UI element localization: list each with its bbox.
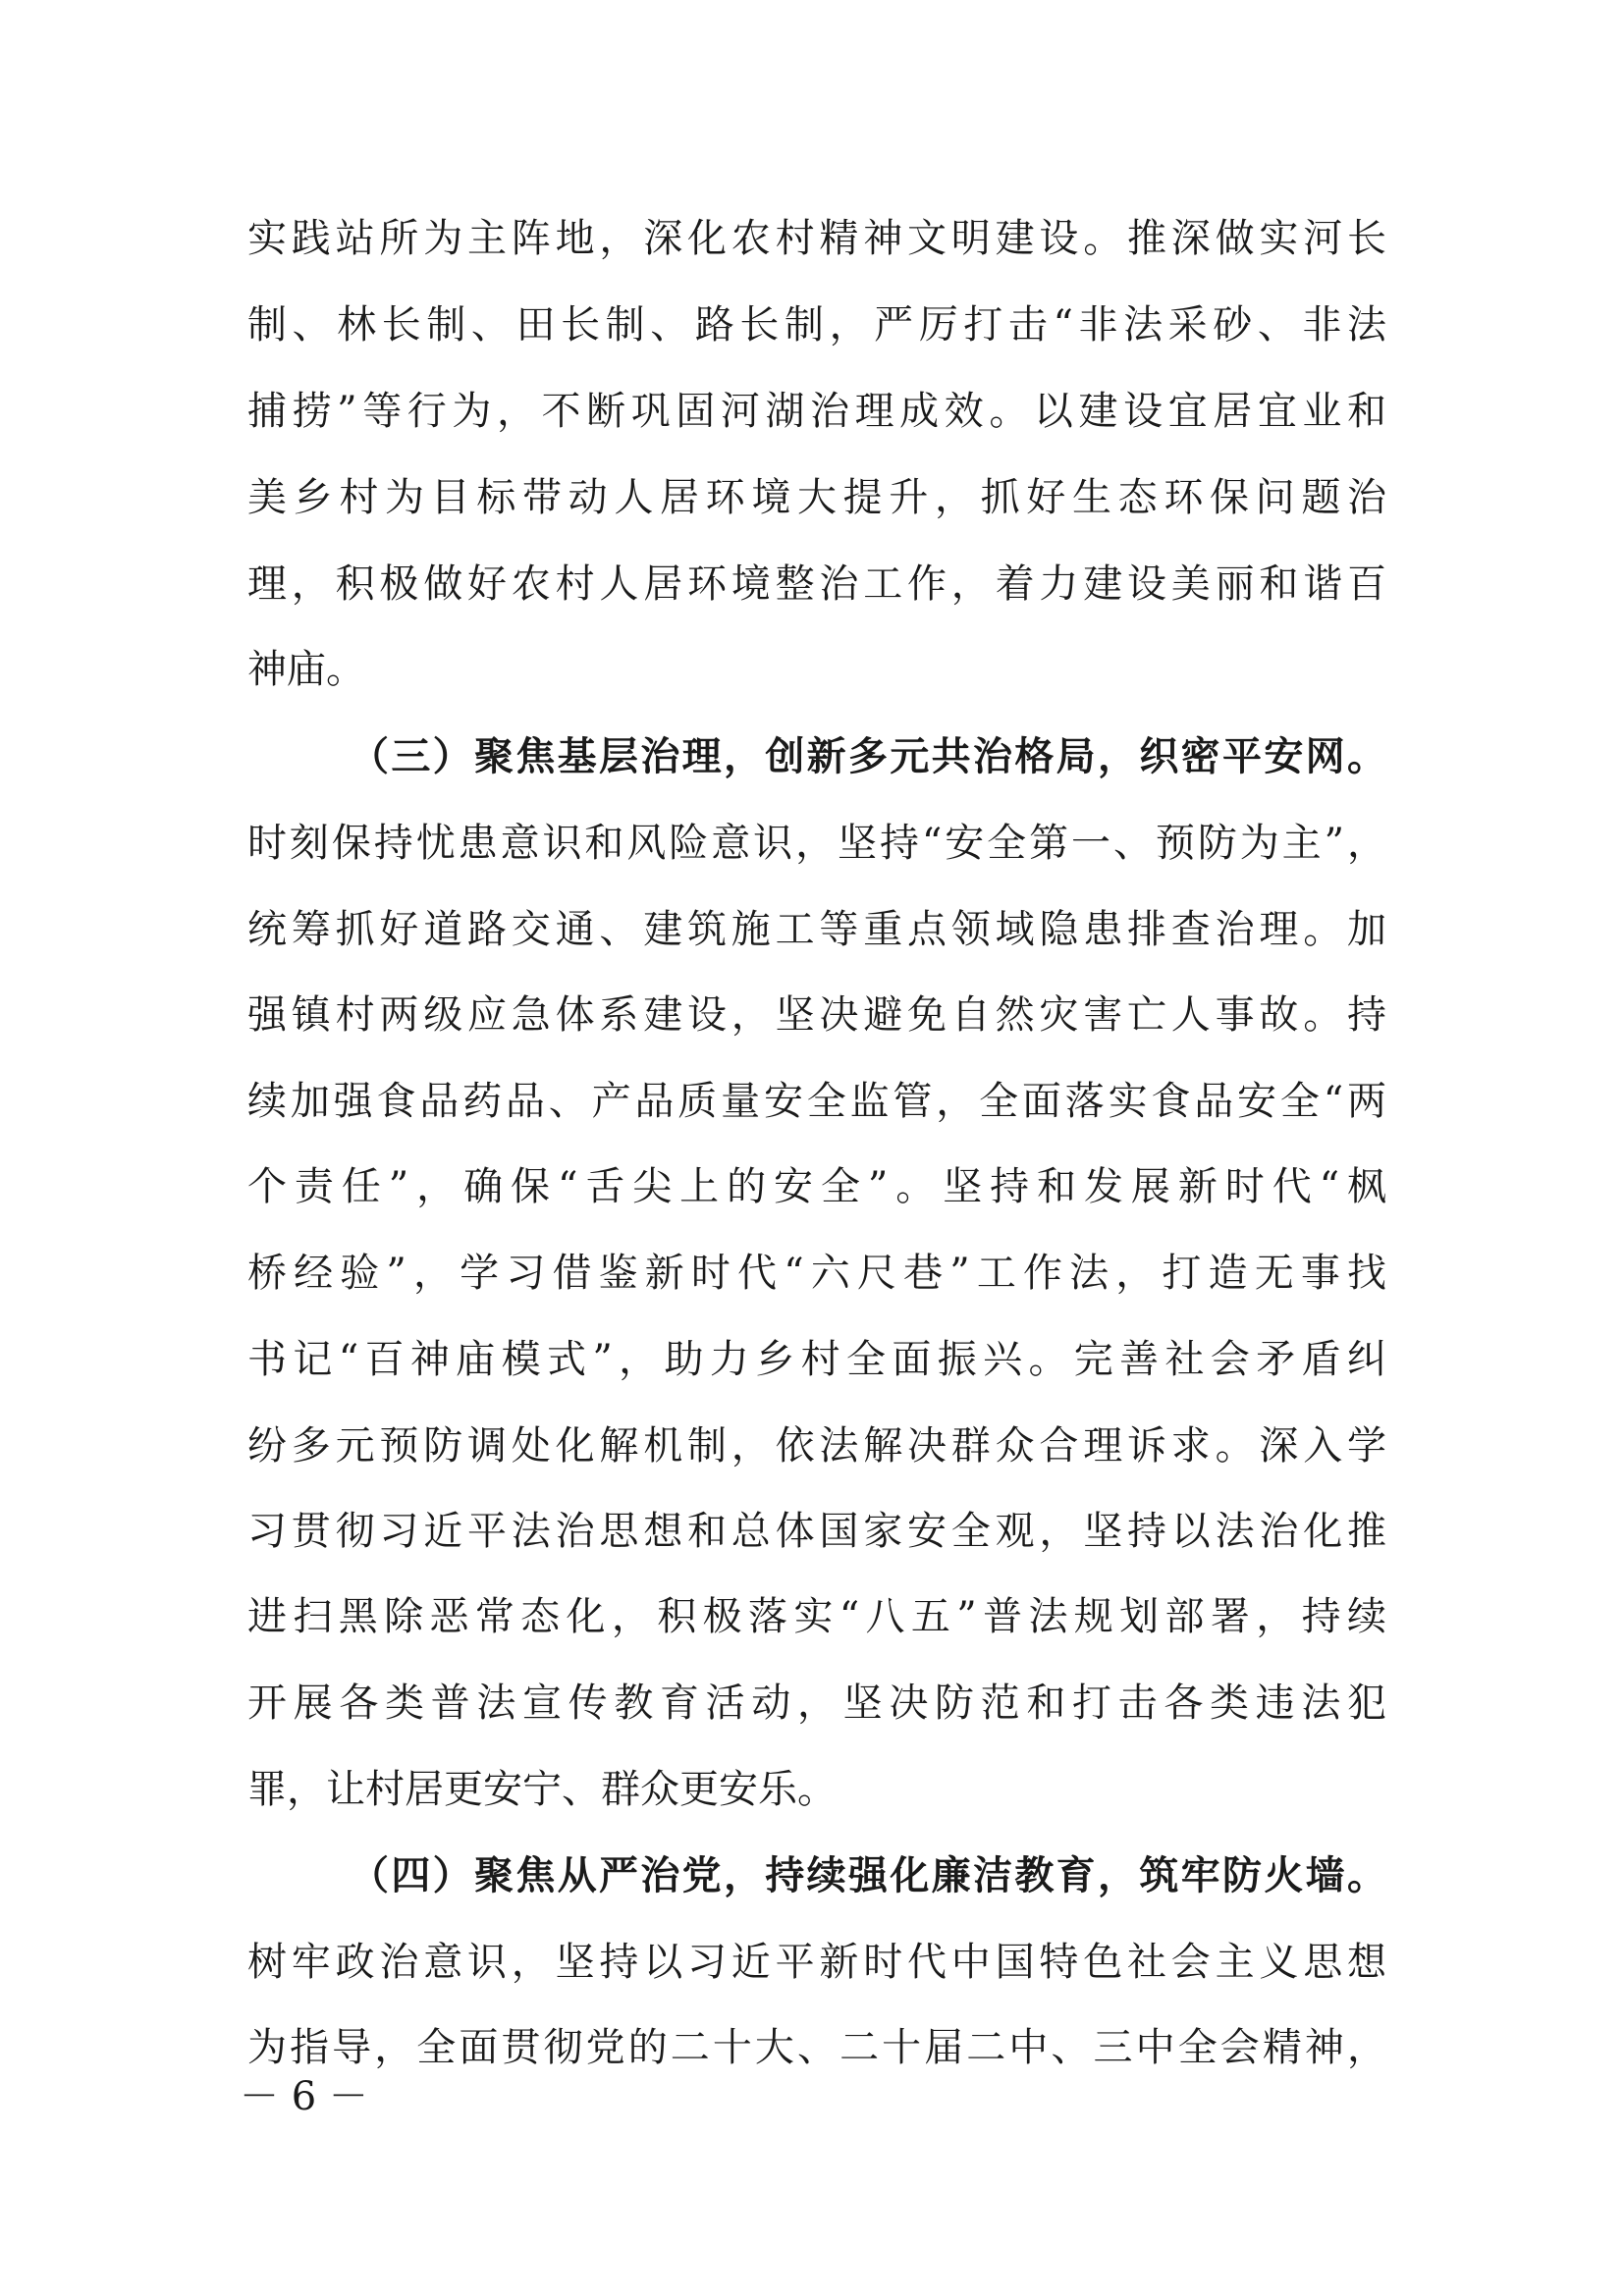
- body-text-line: 统筹抓好道路交通、建筑施工等重点领域隐患排查治理。加: [247, 907, 1386, 952]
- body-text-line: 开展各类普法宣传教育活动，坚决防范和打击各类违法犯: [247, 1681, 1386, 1726]
- body-text-line: 书记“百神庙模式”，助力乡村全面振兴。完善社会矛盾纠: [247, 1337, 1386, 1382]
- section-heading: （四）聚焦从严治党，持续强化廉洁教育，筑牢防火墙。: [350, 1852, 1386, 1898]
- body-text-line: 进扫黑除恶常态化，积极落实“八五”普法规划部署，持续: [247, 1594, 1386, 1639]
- body-text-line: 桥经验”，学习借鉴新时代“六尺巷”工作法，打造无事找: [247, 1251, 1386, 1296]
- body-text-line: 习贯彻习近平法治思想和总体国家安全观，坚持以法治化推: [247, 1509, 1386, 1554]
- body-text-line: 神庙。: [247, 647, 365, 692]
- body-text-line: 时刻保持忧患意识和风险意识，坚持“安全第一、预防为主”，: [247, 821, 1386, 866]
- body-text-line: 强镇村两级应急体系建设，坚决避免自然灾害亡人事故。持: [247, 992, 1386, 1038]
- body-text-line: 美乡村为目标带动人居环境大提升，抓好生态环保问题治: [247, 475, 1386, 520]
- body-text-line: 捕捞”等行为，不断巩固河湖治理成效。以建设宜居宜业和: [247, 389, 1386, 434]
- body-text-line: 为指导，全面贯彻党的二十大、二十届二中、三中全会精神，: [247, 2025, 1386, 2070]
- body-text-line: 续加强食品药品、产品质量安全监管，全面落实食品安全“两: [247, 1079, 1386, 1124]
- page-number: － 6 －: [240, 2074, 368, 2119]
- body-text-line: 制、林长制、田长制、路长制，严厉打击“非法采砂、非法: [247, 302, 1386, 347]
- body-text-line: 罪，让村居更安宁、群众更安乐。: [247, 1767, 837, 1812]
- section-heading: （三）聚焦基层治理，创新多元共治格局，织密平安网。: [350, 733, 1386, 779]
- body-text-line: 树牢政治意识，坚持以习近平新时代中国特色社会主义思想: [247, 1940, 1386, 1985]
- body-text-line: 理，积极做好农村人居环境整治工作，着力建设美丽和谐百: [247, 561, 1386, 607]
- body-text-line: 纷多元预防调处化解机制，依法解决群众合理诉求。深入学: [247, 1423, 1386, 1468]
- body-text-line: 个责任”，确保“舌尖上的安全”。坚持和发展新时代“枫: [247, 1164, 1386, 1209]
- body-text-line: 实践站所为主阵地，深化农村精神文明建设。推深做实河长: [247, 216, 1386, 261]
